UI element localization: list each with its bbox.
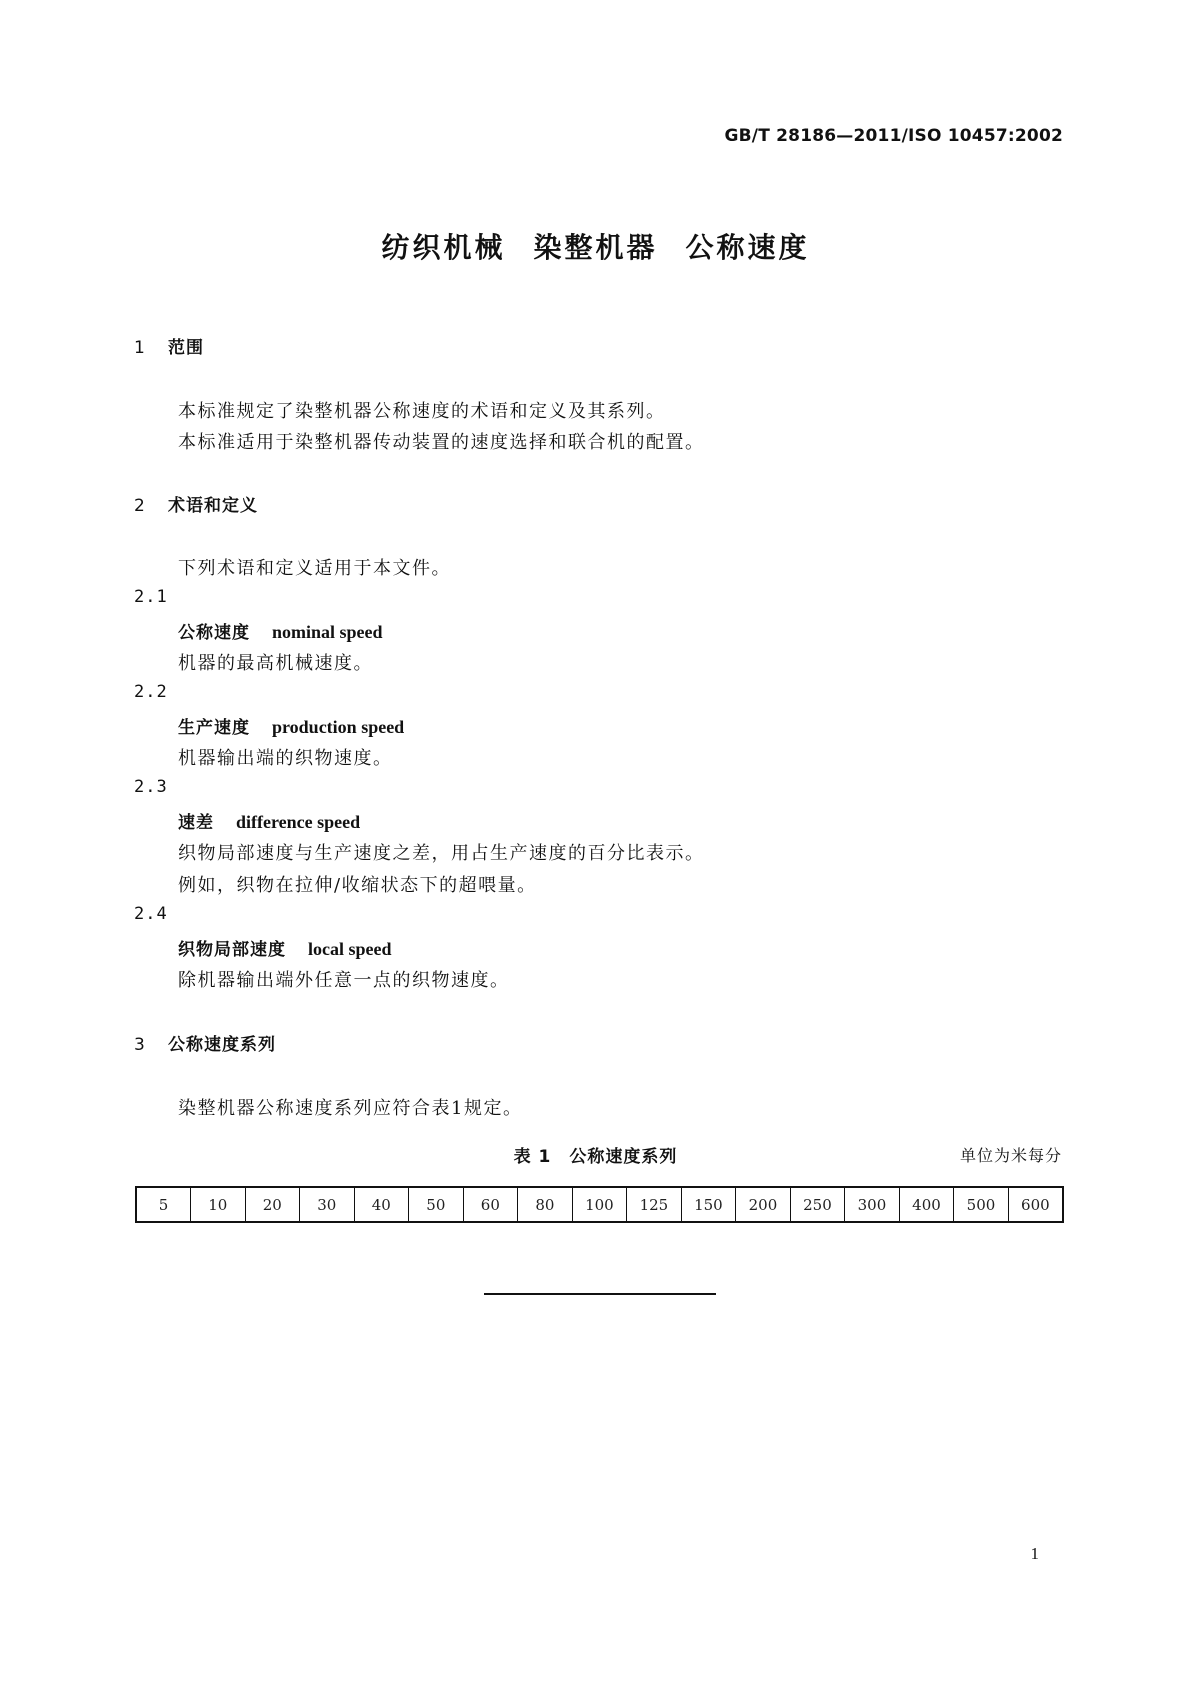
section-title: 公称速度系列 (168, 1035, 276, 1055)
term-en: difference speed (236, 812, 361, 832)
section-number: 3 (134, 1035, 146, 1055)
term-zh: 织物局部速度 (178, 940, 286, 960)
clause-number: 2.4 (134, 904, 168, 924)
table-unit: 单位为米每分 (959, 1146, 1062, 1165)
term-zh: 公称速度 (178, 623, 250, 643)
table-cell: 30 (300, 1187, 355, 1222)
page-number: 1 (1030, 1544, 1039, 1563)
end-rule (484, 1293, 716, 1295)
table-cell: 40 (354, 1187, 409, 1222)
table-cell: 300 (845, 1187, 900, 1222)
term-en: local speed (308, 939, 392, 959)
paragraph: 本标准规定了染整机器公称速度的术语和定义及其系列。 (178, 401, 666, 422)
paragraph: 下列术语和定义适用于本文件。 (178, 558, 451, 579)
table-cell: 10 (191, 1187, 246, 1222)
clause-number: 2.2 (134, 682, 168, 702)
term-heading (178, 808, 360, 833)
section-1-heading (134, 333, 204, 358)
term-zh: 速差 (178, 813, 214, 833)
term-en: production speed (272, 717, 405, 737)
table-cell: 100 (572, 1187, 627, 1222)
table-cell: 250 (790, 1187, 845, 1222)
term-definition: 织物局部速度与生产速度之差，用占生产速度的百分比表示。 (178, 843, 705, 864)
table-cell: 600 (1008, 1187, 1063, 1222)
table-cell: 5 (136, 1187, 191, 1222)
title-part-1: 纺织机械 (381, 231, 506, 264)
table-cell: 20 (245, 1187, 300, 1222)
paragraph: 染整机器公称速度系列应符合表1规定。 (178, 1098, 523, 1119)
table-cell: 60 (463, 1187, 518, 1222)
section-title: 范围 (168, 338, 204, 358)
table-cell: 200 (736, 1187, 791, 1222)
table-caption: 表 1 公称速度系列 (513, 1147, 678, 1167)
document-title (0, 226, 1191, 266)
term-zh: 生产速度 (178, 718, 250, 738)
section-2-heading (134, 491, 258, 516)
standard-code: GB/T 28186—2011/ISO 10457:2002 (724, 126, 1063, 146)
clause-number: 2.3 (134, 777, 168, 797)
section-number: 1 (134, 338, 146, 358)
table-cell: 500 (954, 1187, 1009, 1222)
title-part-2: 染整机器 (533, 231, 658, 264)
term-definition: 机器的最高机械速度。 (178, 653, 373, 674)
table-cell: 125 (627, 1187, 682, 1222)
table-cell: 80 (518, 1187, 573, 1222)
table-cell: 150 (681, 1187, 736, 1222)
section-number: 2 (134, 496, 146, 516)
clause-number: 2.1 (134, 587, 168, 607)
term-heading (178, 618, 383, 643)
term-heading (178, 713, 404, 738)
table-row (136, 1187, 1063, 1222)
table-cell: 50 (409, 1187, 464, 1222)
section-3-heading (134, 1030, 276, 1055)
term-definition: 除机器输出端外任意一点的织物速度。 (178, 970, 510, 991)
title-part-3: 公称速度 (685, 231, 810, 264)
term-definition: 机器输出端的织物速度。 (178, 748, 393, 769)
table-cell: 400 (899, 1187, 954, 1222)
paragraph: 本标准适用于染整机器传动装置的速度选择和联合机的配置。 (178, 432, 705, 453)
term-heading (178, 935, 392, 960)
term-en: nominal speed (272, 622, 383, 642)
term-definition: 例如，织物在拉伸/收缩状态下的超喂量。 (178, 875, 537, 896)
section-title: 术语和定义 (168, 496, 258, 516)
speed-series-table (135, 1186, 1064, 1223)
